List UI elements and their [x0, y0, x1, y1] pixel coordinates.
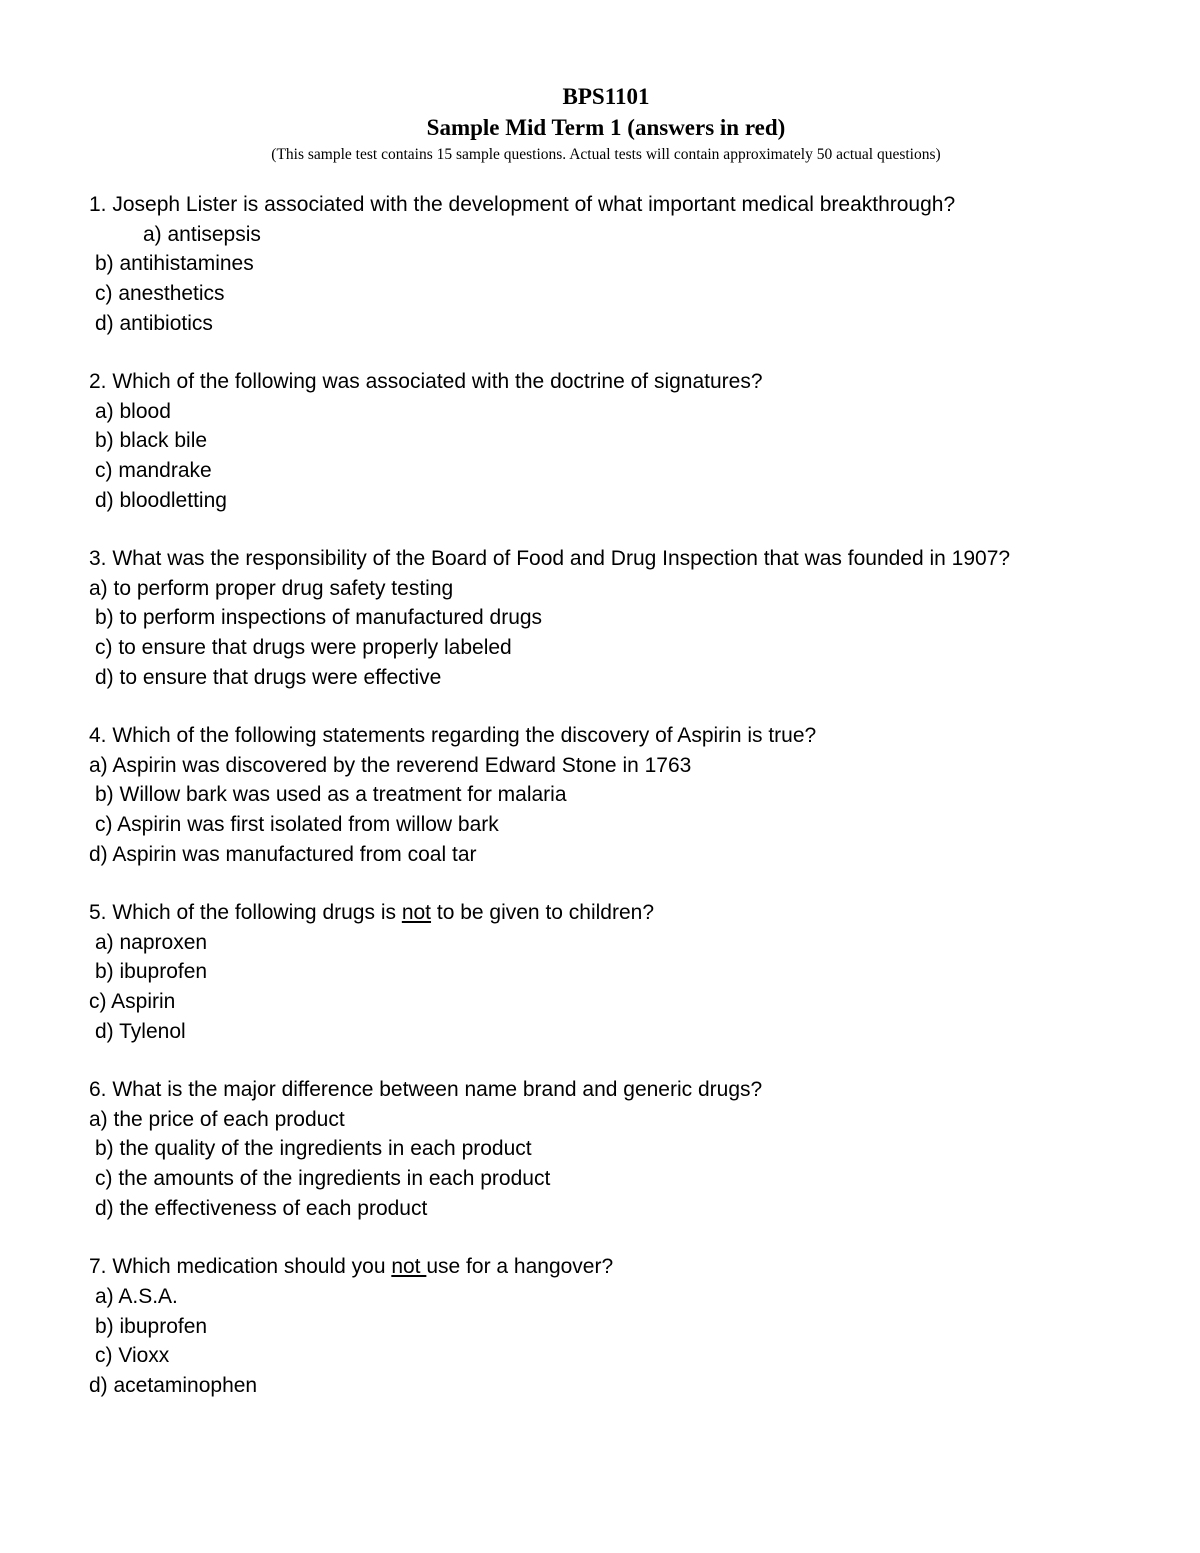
course-code: BPS1101	[562, 84, 650, 109]
option-d: d) bloodletting	[95, 488, 227, 512]
question-stem: 4. Which of the following statements regarding the discovery of Aspirin is true?	[89, 724, 817, 748]
question-stem-before: 5. Which of the following drugs is	[89, 901, 402, 925]
option-b: b) ibuprofen	[95, 1314, 208, 1338]
option-b: b) antihistamines	[95, 252, 254, 276]
option-a: a) antisepsis	[143, 222, 261, 246]
option-b: b) the quality of the ingredients in each product	[95, 1137, 532, 1161]
question-7	[89, 1252, 1179, 1401]
question-stem: 3. What was the responsibility of the Board of Food and Drug Inspection that was founded in 1907?	[89, 547, 1011, 571]
question-5	[89, 898, 1179, 1047]
option-c: c) Aspirin	[89, 990, 176, 1014]
option-d: d) acetaminophen	[89, 1373, 258, 1397]
option-c: c) the amounts of the ingredients in each product	[95, 1167, 551, 1191]
option-c: c) Aspirin was first isolated from willow bark	[95, 813, 499, 837]
question-4	[89, 721, 1179, 870]
option-b: b) ibuprofen	[95, 960, 208, 984]
option-b: b) Willow bark was used as a treatment for malaria	[95, 783, 567, 807]
option-b: b) black bile	[95, 429, 208, 453]
option-b: b) to perform inspections of manufactured drugs	[95, 606, 543, 630]
exam-note: (This sample test contains 15 sample questions. Actual tests will contain approximately 50 actual questions)	[271, 146, 941, 163]
option-c: c) to ensure that drugs were properly labeled	[95, 636, 512, 660]
question-stem-after: to be given to children?	[431, 901, 655, 925]
question-6	[89, 1075, 1179, 1224]
option-d: d) to ensure that drugs were effective	[95, 665, 442, 689]
question-2	[89, 367, 1179, 516]
question-stem-emphasis: not	[391, 1255, 427, 1279]
exam-title: Sample Mid Term 1 (answers in red)	[426, 115, 786, 140]
option-a: a) to perform proper drug safety testing	[89, 576, 454, 600]
question-stem	[89, 898, 1179, 928]
option-d: d) antibiotics	[95, 311, 213, 335]
option-a: a) A.S.A.	[95, 1284, 178, 1308]
question-1	[89, 190, 1179, 339]
option-c: c) Vioxx	[95, 1344, 170, 1368]
option-d: d) Tylenol	[95, 1019, 186, 1043]
exam-header	[0, 82, 1200, 166]
question-list	[89, 190, 1179, 1429]
option-a: a) naproxen	[95, 930, 208, 954]
question-stem: 2. Which of the following was associated with the doctrine of signatures?	[89, 370, 763, 394]
question-stem: 6. What is the major difference between name brand and generic drugs?	[89, 1078, 763, 1102]
option-c: c) anesthetics	[95, 282, 225, 306]
option-d: d) Aspirin was manufactured from coal tar	[89, 842, 477, 866]
question-stem	[89, 1252, 1179, 1282]
option-d: d) the effectiveness of each product	[95, 1196, 428, 1220]
option-a: a) the price of each product	[89, 1107, 345, 1131]
option-a: a) Aspirin was discovered by the reverend Edward Stone in 1763	[89, 753, 692, 777]
question-stem-before: 7. Which medication should you	[89, 1255, 392, 1279]
option-c: c) mandrake	[95, 459, 212, 483]
question-stem-emphasis: not	[401, 901, 432, 925]
question-stem: 1. Joseph Lister is associated with the development of what important medical breakthrough?	[89, 193, 956, 216]
question-stem-after: use for a hangover?	[426, 1255, 614, 1279]
option-a: a) blood	[95, 399, 171, 423]
question-3	[89, 544, 1179, 693]
